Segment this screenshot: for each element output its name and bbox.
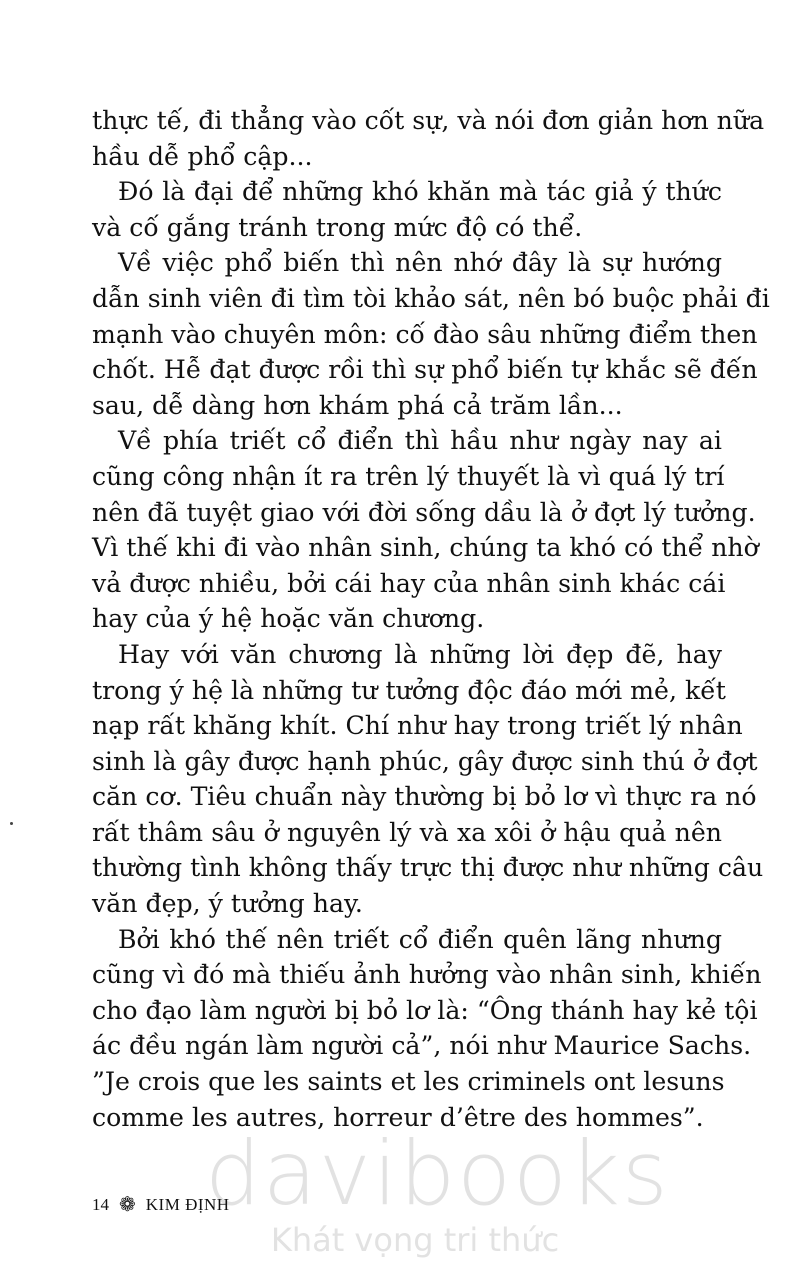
text-line: thực tế, đi thẳng vào cốt sự, và nói đơn giản hơn nữa: [92, 106, 765, 135]
text-line: sinh là gây được hạnh phúc, gây được sinh thú ở đợt: [92, 746, 758, 776]
text-line: rất thâm sâu ở nguyên lý và xa xôi ở hậu quả nên: [92, 817, 722, 847]
author-name: KIM ĐỊNH: [145, 1194, 230, 1214]
paragraph-first-line: Đó là đại để những khó khăn mà tác giả ý thức: [118, 177, 722, 207]
page-footer: [92, 1192, 230, 1217]
paragraph-first-line: Bởi khó thế nên triết cổ điển quên lãng nhưng: [118, 924, 722, 954]
text-line: cho đạo làm người bị bỏ lơ là: “Ông thánh hay kẻ tội: [92, 995, 758, 1025]
text-line: trong ý hệ là những tư tưởng độc đáo mới mẻ, kết: [92, 675, 726, 705]
paragraph-first-line: Hay với văn chương là những lời đẹp đẽ, hay: [118, 639, 722, 669]
text-line: chốt. Hễ đạt được rồi thì sự phổ biến tự khắc sẽ đến: [92, 355, 758, 385]
scan-speck: [10, 822, 13, 825]
text-line: cũng công nhận ít ra trên lý thuyết là vì quá lý trí: [92, 461, 725, 491]
flower-ornament-icon: ❁: [119, 1194, 136, 1216]
text-line: thường tình không thấy trực thị được như những câu: [92, 853, 764, 883]
text-line: hay của ý hệ hoặc văn chương.: [92, 604, 485, 634]
text-line: dẫn sinh viên đi tìm tòi khảo sát, nên bó buộc phải đi: [92, 283, 770, 313]
text-line: cũng vì đó mà thiếu ảnh hưởng vào nhân sinh, khiến: [92, 960, 762, 990]
text-line: nên đã tuyệt giao với đời sống dầu là ở đợt lý tưởng.: [92, 497, 756, 527]
text-line: sau, dễ dàng hơn khám phá cả trăm lần...: [92, 390, 623, 420]
text-line: căn cơ. Tiêu chuẩn này thường bị bỏ lơ vì thực ra nó: [92, 782, 757, 812]
text-line: và cố gắng tránh trong mức độ có thể.: [92, 212, 583, 242]
paragraph-first-line: Về việc phổ biến thì nên nhớ đây là sự hướng: [118, 248, 722, 278]
watermark: [205, 1122, 670, 1259]
watermark-slogan: Khát vọng tri thức: [270, 1221, 560, 1259]
page-number: 14: [92, 1194, 109, 1214]
text-line: văn đẹp, ý tưởng hay.: [92, 889, 363, 919]
text-line: vả được nhiều, bởi cái hay của nhân sinh khác cái: [92, 568, 726, 598]
text-line: mạnh vào chuyên môn: cố đào sâu những điểm then: [92, 319, 758, 349]
text-line: nạp rất khăng khít. Chí như hay trong triết lý nhân: [92, 711, 743, 741]
text-line: ác đều ngán làm người cả”, nói như Maurice Sachs.: [92, 1031, 752, 1061]
paragraph-first-line: Về phía triết cổ điển thì hầu như ngày nay ai: [118, 426, 722, 456]
text-line: hầu dễ phổ cập...: [92, 141, 313, 171]
body-text: [92, 103, 770, 1135]
text-line: ”Je crois que les saints et les criminels ont lesuns: [92, 1067, 725, 1097]
text-line: comme les autres, horreur d’être des hommes”.: [92, 1102, 704, 1132]
text-line: Vì thế khi đi vào nhân sinh, chúng ta khó có thể nhờ: [92, 533, 759, 563]
watermark-brand: davibooks: [205, 1122, 670, 1225]
